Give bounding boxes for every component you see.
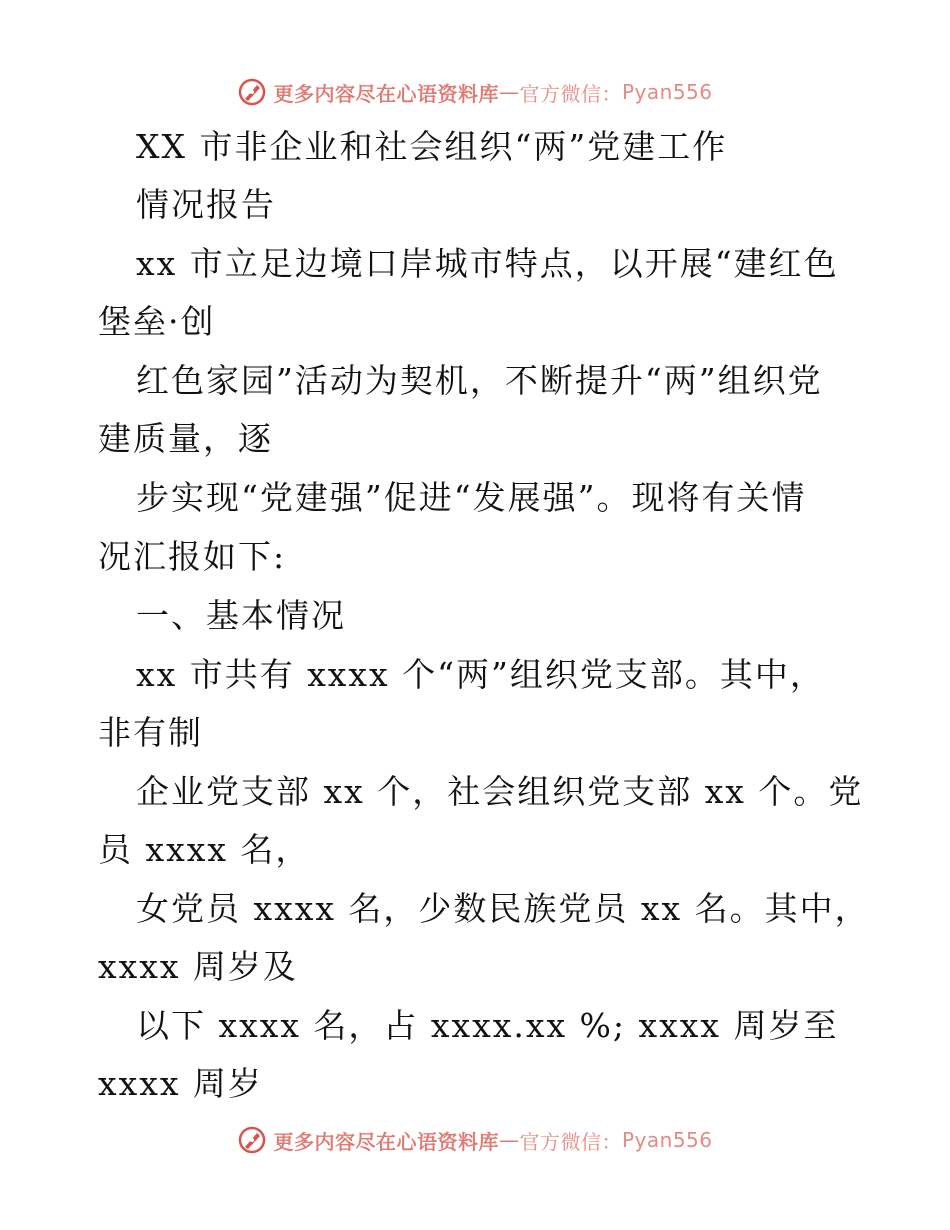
section-heading: 一、基本情况	[136, 596, 346, 635]
paragraph-line: 以下 xxxx 名，占 xxxx.xx %; xxxx 周岁至	[136, 1006, 839, 1045]
paragraph-line: 堡垒·创	[98, 302, 216, 341]
doc-title-line-2: 情况报告	[136, 185, 276, 224]
header-watermark	[0, 72, 950, 112]
paragraph-line: 建质量，逐	[98, 419, 273, 458]
footer-watermark	[0, 1120, 950, 1160]
watermark-account: Pyan556	[621, 80, 713, 104]
watermark-account: Pyan556	[621, 1128, 713, 1152]
paragraph-line: 红色家园”活动为契机，不断提升“两”组织党	[136, 361, 823, 400]
watermark-official-label: 官方微信：	[519, 1129, 622, 1154]
paragraph-line: xxxx 周岁及	[98, 947, 298, 986]
paragraph-line: xx 市共有 xxxx 个“两”组织党支部。其中，	[136, 655, 825, 694]
watermark-brand: 更多内容尽在心语资料库	[273, 1129, 499, 1154]
paragraph-line: 非有制	[98, 713, 203, 752]
paragraph-line: xxxx 周岁	[98, 1064, 263, 1103]
paragraph-line: 女党员 xxxx 名，少数民族党员 xx 名。其中，	[136, 889, 870, 928]
pen-nib-icon	[237, 77, 267, 107]
paragraph-line: 员 xxxx 名，	[98, 830, 311, 869]
paragraph-line: 步实现“党建强”促进“发展强”。现将有关情	[136, 478, 807, 517]
watermark-official-label: 官方微信：	[519, 81, 622, 106]
paragraph-line: 况汇报如下:	[98, 537, 287, 576]
watermark-dash: —	[498, 1128, 520, 1152]
doc-title-line-1: XX 市非企业和社会组织“两”党建工作	[136, 127, 728, 166]
paragraph-line: 企业党支部 xx 个，社会组织党支部 xx 个。党	[136, 772, 864, 811]
watermark-brand: 更多内容尽在心语资料库	[273, 81, 499, 106]
pen-nib-icon	[237, 1125, 267, 1155]
paragraph-line: xx 市立足边境口岸城市特点，以开展“建红色	[136, 244, 839, 283]
watermark-dash: —	[498, 80, 520, 104]
